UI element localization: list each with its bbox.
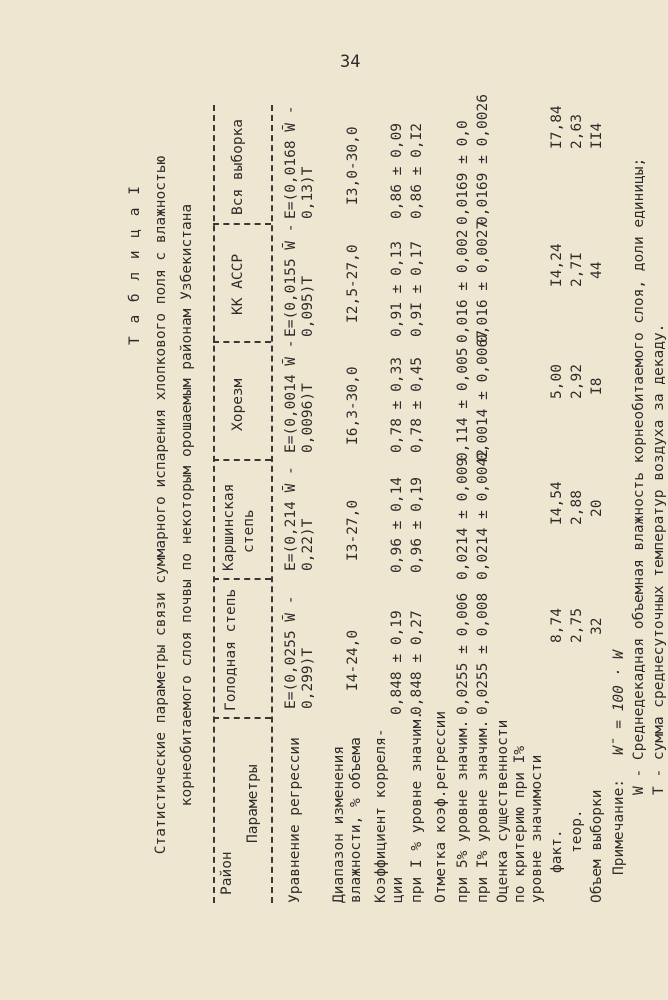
- column-separator-4: [213, 341, 271, 343]
- row-label-sample: Объем выборки: [589, 789, 605, 903]
- note-label: Примечание:: [611, 778, 627, 875]
- row-label-correlation: Коэффициент корреля- ции: [373, 728, 406, 903]
- regression-kk-assr: E=(0,0155 W̄ - 0,095)T: [283, 223, 316, 337]
- row-label-regression: Уравнение регрессии: [287, 737, 303, 903]
- theor-kk-assr: 2,7I: [569, 252, 585, 287]
- row-label-corr-1pct: при I % уровне значим.: [409, 710, 425, 903]
- sample-khorezm: I8: [589, 377, 605, 395]
- header-khorezm: Хорезм: [230, 378, 246, 431]
- rotated-table-sheet: [55, 85, 667, 905]
- coef5-golodnaya: 0,0255 ± 0,006: [455, 592, 471, 715]
- fact-golodnaya: 8,74: [549, 608, 565, 643]
- row-label-coef-estimate: Отметка коэф.регрессии: [433, 710, 449, 903]
- range-kk-assr: I2,5-27,0: [345, 244, 361, 323]
- corr1-kk-assr: 0,9I ± 0,17: [409, 240, 425, 337]
- coef5-karshi: 0,0214 ± 0,009: [455, 457, 471, 580]
- fact-kk-assr: I4,24: [549, 243, 565, 287]
- corr-karshi: 0,96 ± 0,14: [389, 476, 405, 573]
- table-label: Т а б л и ц а I: [127, 184, 143, 345]
- sample-golodnaya: 32: [589, 617, 605, 635]
- header-kk-assr: КК АССР: [230, 253, 246, 315]
- column-separator-5: [213, 223, 271, 225]
- header-karshi: Каршинская: [221, 483, 237, 571]
- fact-all: I7,84: [549, 105, 565, 149]
- corr-golodnaya: 0,848 ± 0,19: [389, 610, 405, 715]
- column-separator-1: [213, 717, 271, 719]
- coef1-kk-assr: 0,016 ± 0,0027: [475, 220, 491, 343]
- corr-all: 0,86 ± 0,09: [389, 122, 405, 219]
- sample-karshi: 20: [589, 499, 605, 517]
- header-region: Район: [219, 851, 235, 895]
- table-title-line-1: Статистические параметры связи суммарного испарения хлопкового поля с влажностью: [153, 155, 169, 855]
- row-label-range: Диапазон изменения влажности, % объема: [331, 737, 364, 903]
- header-bottom-rule: [271, 105, 273, 903]
- coef5-khorezm: 0,114 ± 0,005: [455, 347, 471, 461]
- corr1-karshi: 0,96 ± 0,19: [409, 476, 425, 573]
- coef1-golodnaya: 0,0255 ± 0,008: [475, 592, 491, 715]
- sample-all: II4: [589, 122, 605, 149]
- corr-khorezm: 0,78 ± 0,33: [389, 356, 405, 453]
- note-formula: W̄ = 100 · W: [611, 650, 627, 755]
- coef5-kk-assr: 0,016 ± 0,002: [455, 229, 471, 343]
- range-all: I3,0-30,0: [345, 126, 361, 205]
- row-label-coef-1pct: при I% уровне значим.: [475, 719, 491, 903]
- regression-golodnaya: E=(0,0255 W̄ - 0,299)T: [283, 595, 316, 709]
- fact-karshi: I4,54: [549, 481, 565, 525]
- regression-all: E=(0,0168 W̄ - 0,13)T: [283, 105, 316, 219]
- header-karshi-2: степь: [241, 509, 257, 553]
- header-golodnaya: Голодная степь: [223, 588, 239, 711]
- fact-khorezm: 5,00: [549, 364, 565, 399]
- note-w-definition: W - Среднедекадная объемная влажность корнеобитаемого слоя, доли единицы;: [631, 157, 647, 795]
- sample-kk-assr: 44: [589, 261, 605, 279]
- corr-kk-assr: 0,91 ± 0,13: [389, 240, 405, 337]
- coef1-karshi: 0,0214 ± 0,0042: [475, 449, 491, 580]
- column-separator-3: [213, 459, 271, 461]
- page-number: 34: [340, 52, 361, 72]
- regression-karshi: E=(0,214 W̄ - 0,22)T: [283, 466, 316, 571]
- range-karshi: I3-27,0: [345, 499, 361, 561]
- column-separator-2: [213, 578, 271, 580]
- row-label-significance: Оценка существенности по критерию при I% уровне значимости: [495, 719, 545, 903]
- row-label-coef-5pct: при 5% уровне значим.: [455, 719, 471, 903]
- table-title-line-2: корнеобитаемого слоя почвы по некоторым орошаемым районам Узбекистана: [179, 203, 195, 807]
- range-khorezm: I6,3-30,0: [345, 366, 361, 445]
- coef1-khorezm: 0,0014 ± 0,0067: [475, 330, 491, 461]
- header-parameters: Параметры: [245, 764, 261, 843]
- coef1-all: 0,0169 ± 0,0026: [475, 94, 491, 225]
- row-label-theor: теор.: [569, 809, 585, 853]
- corr1-khorezm: 0,78 ± 0,45: [409, 356, 425, 453]
- theor-karshi: 2,88: [569, 490, 585, 525]
- row-label-fact: факт.: [549, 829, 565, 873]
- range-golodnaya: I4-24,0: [345, 629, 361, 691]
- coef5-all: 0,0169 ± 0,0: [455, 120, 471, 225]
- theor-golodnaya: 2,75: [569, 608, 585, 643]
- corr1-golodnaya: 0,848 ± 0,27: [409, 610, 425, 715]
- header-all-sample: Вся выборка: [230, 118, 246, 215]
- theor-khorezm: 2,92: [569, 364, 585, 399]
- theor-all: 2,63: [569, 114, 585, 149]
- corr1-all: 0,86 ± 0,I2: [409, 122, 425, 219]
- regression-khorezm: E=(0,0014 W̄ - 0,0096)T: [283, 339, 316, 453]
- note-t-definition: T - сумма среднесуточных температур воздуха за декаду.: [651, 323, 667, 795]
